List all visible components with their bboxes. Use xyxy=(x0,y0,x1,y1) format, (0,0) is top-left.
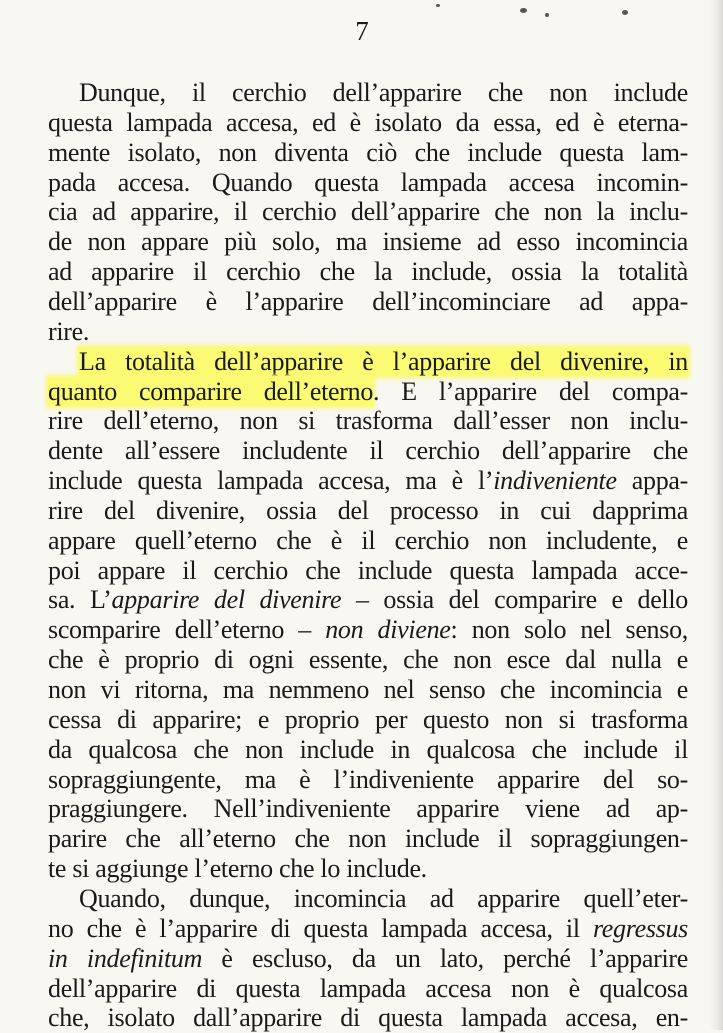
text-line xyxy=(79,884,688,914)
print-speck xyxy=(622,10,628,15)
text-line xyxy=(48,406,688,436)
print-speck xyxy=(520,8,527,13)
text-line xyxy=(48,466,688,496)
text-segment: sa. L’ xyxy=(48,585,112,615)
text-line xyxy=(48,854,688,884)
highlighted-text: quanto comparire dell’eterno xyxy=(48,376,374,406)
text-segment: dell’apparire è l’apparire dell’incominciare ad appa- xyxy=(48,286,688,316)
text-segment: de non appare più solo, ma insieme ad esso incomincia xyxy=(48,227,688,257)
text-segment: te si aggiunge l’eterno che lo include. xyxy=(48,854,427,884)
text-segment: parire che all’eterno che non include il sopraggiungen- xyxy=(48,824,688,854)
text-segment: rire dell’eterno, non si trasforma dall’esser non inclu- xyxy=(48,406,688,436)
text-line xyxy=(48,974,688,1004)
text-segment: no che è l’apparire di questa lampada accesa, il xyxy=(48,913,593,943)
text-segment: rire del divenire, ossia del processo in cui dapprima xyxy=(48,495,688,525)
text-line xyxy=(79,78,688,108)
text-line xyxy=(48,705,688,735)
text-segment: cia ad apparire, il cerchio dell’apparire che non la inclu- xyxy=(48,197,688,227)
text-line xyxy=(48,735,688,765)
text-line xyxy=(48,645,688,675)
text-segment: pada accesa. Quando questa lampada accesa incomin- xyxy=(48,167,688,197)
text-line xyxy=(48,377,688,407)
text-line xyxy=(48,944,688,974)
text-segment: dente all’essere includente il cerchio dell’apparire che xyxy=(48,436,688,466)
text-segment: non vi ritorna, ma nemmeno nel senso che incomincia e xyxy=(48,675,688,704)
text-segment: Quando, dunque, incomincia ad apparire quell’eter- xyxy=(79,883,688,913)
text-segment: Dunque, il cerchio dell’apparire che non include xyxy=(79,78,688,107)
highlighted-text: La totalità dell’apparire è l’apparire del divenire, in xyxy=(79,346,688,376)
text-line xyxy=(48,287,688,317)
text-line xyxy=(48,1003,688,1033)
page-number: 7 xyxy=(355,16,369,46)
text-line xyxy=(48,615,688,645)
text-segment: appare quell’eterno che è il cerchio non includente, e xyxy=(48,525,688,555)
text-line xyxy=(48,585,688,615)
text-segment: praggiungere. Nell’indiveniente apparire viene ad ap- xyxy=(48,794,688,824)
text-segment: questa lampada accesa, ed è isolato da essa, ed è eterna- xyxy=(48,107,688,137)
text-segment: poi appare il cerchio che include questa lampada acce- xyxy=(48,555,688,585)
text-segment: è escluso, da un lato, perché l’apparire xyxy=(202,943,688,973)
text-segment: appa- xyxy=(616,466,688,496)
text-line xyxy=(48,914,688,944)
text-segment: scomparire dell’eterno – xyxy=(48,615,326,645)
text-segment: che è proprio di ogni essente, che non esce dal nulla e xyxy=(48,645,688,675)
text-segment: dell’apparire di questa lampada accesa non è qualcosa xyxy=(48,973,688,1003)
text-line xyxy=(48,257,688,287)
italic-text: regressus xyxy=(592,913,688,943)
text-line xyxy=(79,347,688,377)
text-segment: sopraggiungente, ma è l’indiveniente apparire del so- xyxy=(48,764,688,794)
text-line xyxy=(48,168,688,198)
print-speck xyxy=(436,4,440,7)
italic-text: apparire del divenire xyxy=(111,585,342,615)
text-segment: da qualcosa che non include in qualcosa che include il xyxy=(48,734,688,764)
text-line xyxy=(48,556,688,586)
text-line xyxy=(48,794,688,824)
text-line xyxy=(48,765,688,795)
text-segment: . E l’apparire del compa- xyxy=(373,376,689,406)
text-line xyxy=(48,824,688,854)
text-segment: – ossia del comparire e dello xyxy=(341,585,688,615)
text-segment: cessa di apparire; e proprio per questo non si trasforma xyxy=(48,704,688,734)
text-line xyxy=(48,496,688,526)
text-segment: : non solo nel senso, xyxy=(450,615,688,645)
text-segment: che, isolato dall’apparire di questa lampada accesa, en- xyxy=(48,1003,688,1033)
text-line xyxy=(48,317,688,347)
text-segment: rire. xyxy=(48,316,90,346)
text-segment: mente isolato, non diventa ciò che include questa lam- xyxy=(48,137,688,167)
text-segment: include questa lampada accesa, ma è l’ xyxy=(48,466,494,496)
text-line xyxy=(48,436,688,466)
italic-text: in indefinitum xyxy=(48,943,203,973)
italic-text: indiveniente xyxy=(493,466,617,496)
text-line xyxy=(48,138,688,168)
text-segment: ad apparire il cerchio che la include, ossia la totalità xyxy=(48,257,688,287)
text-line xyxy=(48,197,688,227)
italic-text: non diviene xyxy=(325,615,451,645)
text-line xyxy=(48,108,688,138)
text-line xyxy=(48,675,688,705)
text-line xyxy=(48,227,688,257)
print-speck xyxy=(545,13,549,17)
text-line xyxy=(48,526,688,556)
page-edge-shadow xyxy=(709,0,723,1030)
